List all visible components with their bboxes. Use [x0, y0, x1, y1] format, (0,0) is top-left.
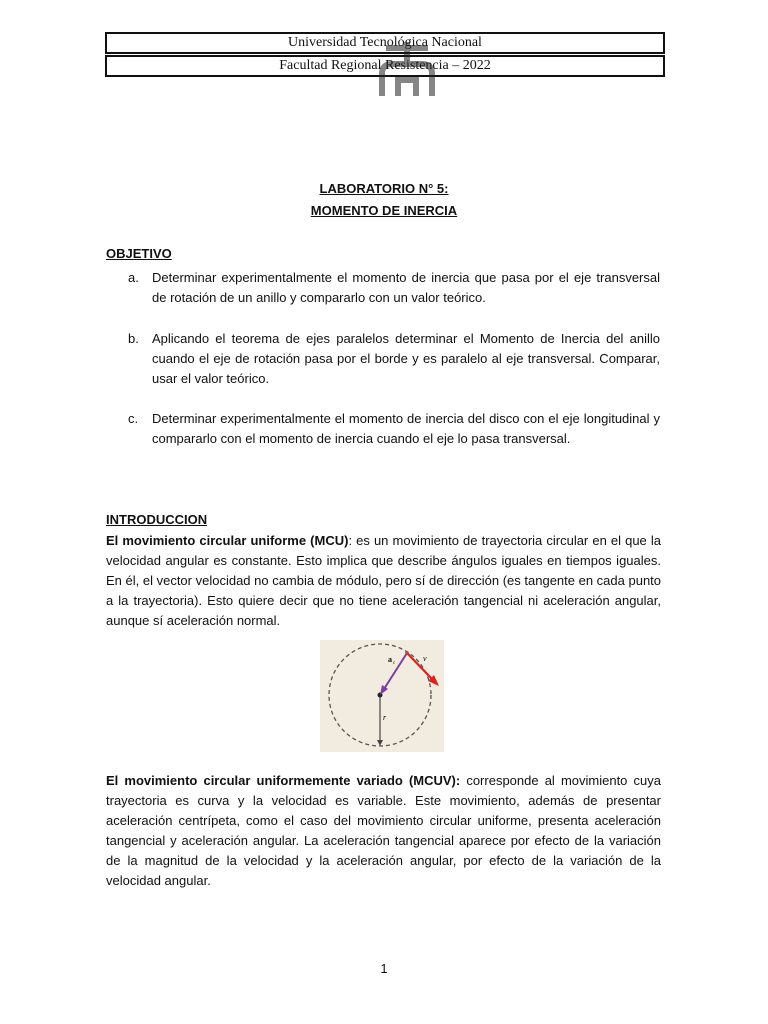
- item-text: Aplicando el teorema de ejes paralelos determinar el Momento de Inercia del anillo cuando el eje de rotación pasa por el borde y es paralelo al eje transversal. Comparar, usar el valor teórico.: [152, 331, 660, 386]
- label-r: r: [383, 713, 387, 722]
- item-letter: a.: [128, 270, 139, 285]
- mcu-term: El movimiento circular uniforme (MCU): [106, 533, 349, 548]
- mcuv-paragraph: [106, 771, 661, 891]
- utn-logo-icon: [372, 40, 442, 100]
- label-ac-sub: c: [393, 661, 396, 666]
- mcu-paragraph: [106, 531, 661, 631]
- introduccion-heading: INTRODUCCION: [106, 512, 208, 527]
- item-text: Determinar experimentalmente el momento de inercia que pasa por el eje transversal de rotación de un anillo y compararlo con un valor teórico.: [152, 270, 660, 305]
- objetivo-item-b: [128, 329, 660, 389]
- lab-subtitle: MOMENTO DE INERCIA: [310, 203, 458, 218]
- mcuv-definition: corresponde al movimiento cuya trayectoria es curva y la velocidad es variable. Este movimiento, además de presentar aceleración centrípeta, como el caso del movimiento circular uniforme, presenta aceleración tangencial y aceleración angular. La aceleración tangencial aparece por efecto de la variación de la magnitud de la velocidad y la aceleración angular, por efecto de la variación de la velocidad angular.: [106, 773, 661, 888]
- page-number: 1: [380, 961, 388, 976]
- item-letter: b.: [128, 331, 139, 346]
- header-faculty: Facultad Regional Resistencia – 2022: [105, 55, 665, 77]
- circular-motion-figure: [320, 640, 444, 752]
- label-ac: a: [388, 655, 392, 664]
- header-university: Universidad Tecnológica Nacional: [105, 32, 665, 54]
- label-v: v: [423, 654, 427, 663]
- item-text: Determinar experimentalmente el momento de inercia del disco con el eje longitudinal y compararlo con el momento de inercia cuando el eje lo pasa transversal.: [152, 411, 660, 446]
- mcu-definition: : es un movimiento de trayectoria circular en el que la velocidad angular es constante. Esto implica que describe ángulos iguales en tiempos iguales. En él, el vector velocidad no cambia de módulo, pero sí de dirección (es tangente en cada punto a la trayectoria). Esto quiere decir que no tiene aceleración tangencial ni aceleración angular, aunque sí aceleración normal.: [106, 533, 662, 628]
- objetivo-item-c: [128, 409, 660, 449]
- objetivo-heading: OBJETIVO: [106, 246, 172, 261]
- lab-title: LABORATORIO N° 5:: [319, 181, 449, 196]
- item-letter: c.: [128, 411, 139, 426]
- objetivo-item-a: [128, 268, 660, 308]
- particle-point: [405, 651, 409, 655]
- mcuv-term: El movimiento circular uniformemente variado (MCUV):: [106, 773, 461, 788]
